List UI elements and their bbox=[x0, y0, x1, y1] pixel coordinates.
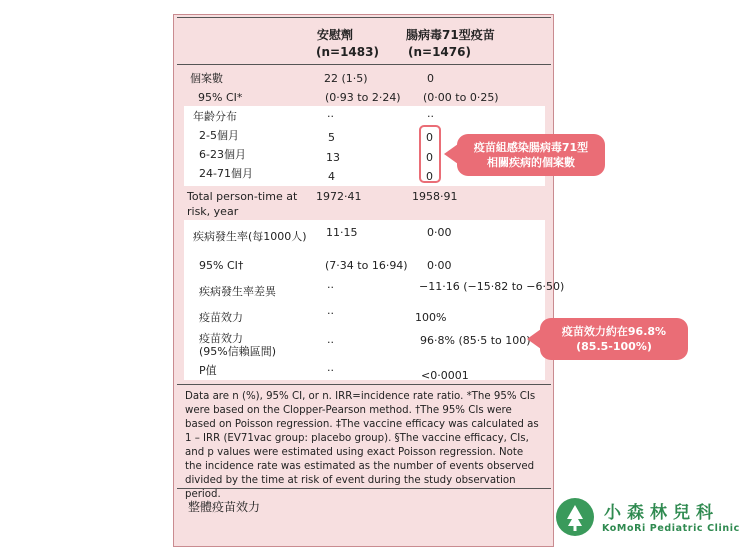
footnote: Data are n (%), 95% CI, or n. IRR=incidence rate ratio. *The 95% CIs were based on the Clopper-Pearson method. †The 95% CIs were based on Poisson regression. ‡The vaccine efficacy was calculated as 1 – IRR (EV71vac group: placebo group). §The vaccine efficacy, CIs, and p values were estimated using exact Poisson regression. Note the incidence rate was estimated as the number of events observed divided by the time at risk of event during the study observation period. bbox=[185, 391, 539, 500]
incidence-ci-label: 95% CI† bbox=[199, 259, 244, 272]
incidence-diff-v1: ·· bbox=[327, 281, 334, 294]
efficacy-label: 疫苗效力 bbox=[199, 311, 243, 324]
incidence-ci-v2: 0·00 bbox=[427, 259, 452, 272]
cases-v2: 0 bbox=[427, 72, 434, 85]
efficacy-callout bbox=[540, 318, 688, 360]
incidence-ci-v1: (7·34 to 16·94) bbox=[325, 259, 408, 272]
top-rule bbox=[177, 17, 551, 18]
logo-chinese-name: 小森林兒科 bbox=[604, 503, 719, 523]
age-v2: ·· bbox=[427, 110, 434, 123]
footnote-rule bbox=[177, 384, 551, 385]
case-callout-line2: 相關疾病的個案數 bbox=[487, 156, 575, 169]
age3-v1: 4 bbox=[328, 170, 335, 183]
person-time-v1: 1972·41 bbox=[316, 190, 362, 203]
efficacy-callout-line1: 疫苗效力約在96.8% bbox=[561, 325, 667, 338]
efficacy-ci-v1: ·· bbox=[327, 336, 334, 349]
efficacy-v2: 100% bbox=[415, 311, 447, 324]
caption: 整體疫苗效力 bbox=[188, 500, 261, 514]
case-callout-line1: 疫苗組感染腸病毒71型 bbox=[473, 141, 589, 154]
incidence-v1: 11·15 bbox=[326, 226, 358, 239]
person-time-label-2: risk, year bbox=[187, 205, 239, 218]
efficacy-ci-label-1: 疫苗效力 bbox=[199, 332, 243, 345]
incidence-diff-label: 疾病發生率差異 bbox=[199, 285, 276, 298]
efficacy-callout-line2: (85.5-100%) bbox=[576, 340, 652, 353]
incidence-v2: 0·00 bbox=[427, 226, 452, 239]
efficacy-ci-v2: 96·8% (85·5 to 100) bbox=[420, 334, 531, 347]
cases-ci-label: 95% CI* bbox=[198, 91, 243, 104]
incidence-label: 疾病發生率(每1000人) bbox=[193, 230, 307, 243]
person-time-v2: 1958·91 bbox=[412, 190, 458, 203]
efficacy-ci-label-2: (95%信賴區間) bbox=[199, 345, 277, 358]
cases-label: 個案數 bbox=[190, 72, 223, 85]
age2-v1: 13 bbox=[326, 151, 340, 164]
col2-name: 腸病毒71型疫苗 bbox=[406, 28, 495, 42]
col2-n: (n=1476) bbox=[408, 45, 471, 59]
cases-ci-v2: (0·00 to 0·25) bbox=[423, 91, 499, 104]
age1-v1: 5 bbox=[328, 131, 335, 144]
age1-v2: 0 bbox=[426, 131, 433, 144]
case-callout bbox=[457, 134, 605, 176]
pvalue-v1: ·· bbox=[327, 364, 334, 377]
age-v1: ·· bbox=[327, 110, 334, 123]
logo-english-name: KoMoRi Pediatric Clinic bbox=[602, 523, 740, 534]
col1-n: (n=1483) bbox=[316, 45, 379, 59]
person-time-label-1: Total person-time at bbox=[187, 190, 298, 203]
age3-v2: 0 bbox=[426, 170, 433, 183]
cases-v1: 22 (1·5) bbox=[324, 72, 368, 85]
case-callout-arrow bbox=[444, 144, 458, 164]
age2-label: 6-23個月 bbox=[199, 148, 246, 161]
age2-v2: 0 bbox=[426, 151, 433, 164]
age-label: 年齡分布 bbox=[193, 110, 237, 123]
age1-label: 2-5個月 bbox=[199, 129, 239, 142]
col1-name: 安慰劑 bbox=[317, 28, 354, 42]
vaccine-cases-highlight bbox=[419, 125, 441, 183]
logo-tree-icon bbox=[556, 498, 594, 536]
efficacy-callout-arrow bbox=[527, 329, 541, 349]
age3-label: 24-71個月 bbox=[199, 167, 253, 180]
pvalue-label: P值 bbox=[199, 364, 217, 377]
cases-ci-v1: (0·93 to 2·24) bbox=[325, 91, 401, 104]
pvalue-v2: <0·0001 bbox=[421, 369, 469, 382]
efficacy-v1: ·· bbox=[327, 307, 334, 320]
incidence-diff-v2: −11·16 (−15·82 to −6·50) bbox=[419, 280, 565, 293]
header-rule bbox=[177, 64, 551, 65]
